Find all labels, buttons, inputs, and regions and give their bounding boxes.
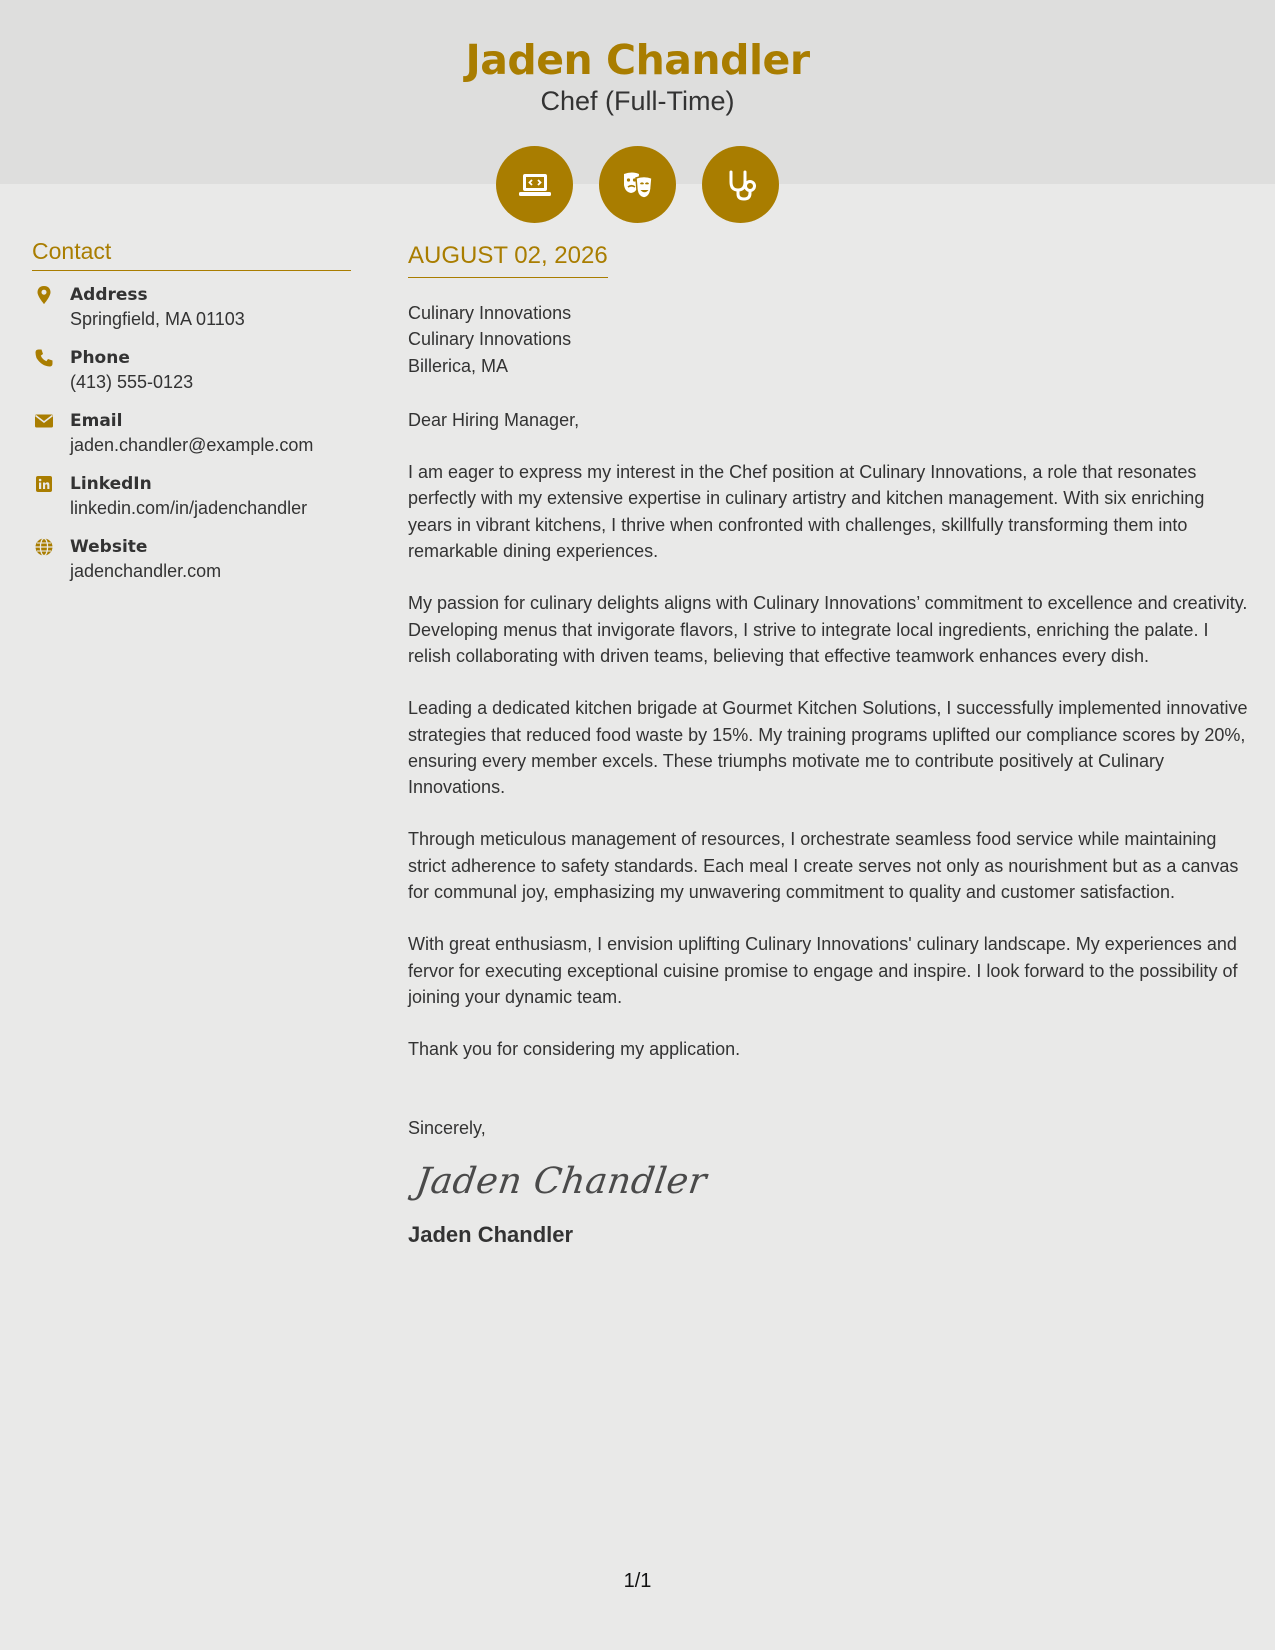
envelope-icon bbox=[34, 411, 54, 431]
recipient-line: Billerica, MA bbox=[408, 355, 509, 376]
globe-icon bbox=[34, 537, 54, 557]
contact-label: Phone bbox=[70, 348, 130, 368]
letter-paragraph: I am eager to express my interest in the Chef position at Culinary Innovations, a role that resonates perfectly with my extensive expertise in culinary artistry and kitchen management. With six enriching years in vibrant kitchens, I thrive when confronted with challenges, skillfully transforming them into remarkable dining experiences. bbox=[408, 462, 1205, 562]
page-number: 1/1 bbox=[623, 1570, 652, 1592]
recipient-block bbox=[408, 300, 1253, 379]
contact-address bbox=[32, 283, 351, 333]
contact-phone bbox=[32, 346, 351, 396]
contact-sidebar bbox=[32, 238, 351, 598]
salutation: Dear Hiring Manager, bbox=[408, 409, 580, 430]
contact-value[interactable]: linkedin.com/in/jadenchandler bbox=[70, 498, 308, 518]
contact-list bbox=[32, 283, 351, 585]
signed-name: Jaden Chandler bbox=[408, 1222, 574, 1248]
closing: Sincerely, bbox=[408, 1117, 486, 1138]
letter-paragraph: Thank you for considering my application. bbox=[408, 1039, 741, 1060]
contact-label: Email bbox=[70, 411, 123, 431]
candidate-name: Jaden Chandler bbox=[465, 36, 810, 84]
contact-heading: Contact bbox=[32, 238, 351, 271]
header-icons bbox=[496, 146, 779, 223]
linkedin-icon bbox=[34, 474, 54, 494]
job-title: Chef (Full-Time) bbox=[540, 86, 735, 116]
stethoscope-icon bbox=[702, 146, 779, 223]
contact-value[interactable]: jaden.chandler@example.com bbox=[70, 435, 314, 455]
contact-linkedin bbox=[32, 472, 351, 522]
map-pin-icon bbox=[34, 285, 54, 305]
contact-label: Address bbox=[70, 285, 148, 305]
contact-value[interactable]: jadenchandler.com bbox=[70, 561, 222, 581]
letter-paragraph: With great enthusiasm, I envision uplifting Culinary Innovations' culinary landscape. My experiences and fervor for executing exceptional cuisine promise to engage and inspire. I look forward to the possibility of joining your dynamic team. bbox=[408, 934, 1238, 1007]
letter-date: AUGUST 02, 2026 bbox=[408, 240, 608, 278]
contact-label: Website bbox=[70, 537, 148, 557]
signature: Jaden Chandler bbox=[413, 1160, 710, 1202]
phone-icon bbox=[34, 348, 54, 368]
contact-label: LinkedIn bbox=[70, 474, 152, 494]
contact-value: (413) 555-0123 bbox=[70, 372, 194, 392]
contact-website bbox=[32, 535, 351, 585]
letter-body bbox=[408, 240, 1253, 1248]
recipient-line: Culinary Innovations bbox=[408, 303, 572, 323]
recipient-line: Culinary Innovations bbox=[408, 329, 572, 350]
letter-paragraph: My passion for culinary delights aligns with Culinary Innovations’ commitment to excellence and creativity. Developing menus that invigorate flavors, I strive to integrate local ingredients, enriching the palate. I relish collaborating with driven teams, believing that effective teamwork enhances every dish. bbox=[408, 593, 1248, 666]
letter-paragraph: Leading a dedicated kitchen brigade at Gourmet Kitchen Solutions, I successfully implemented innovative strategies that reduced food waste by 15%. My training programs uplifted our compliance scores by 20%, ensuring every member excels. These triumphs motivate me to contribute positively at Culinary Innovations. bbox=[408, 698, 1248, 798]
theater-masks-icon bbox=[599, 146, 676, 223]
contact-email bbox=[32, 409, 351, 459]
laptop-code-icon bbox=[496, 146, 573, 223]
letter-paragraph: Through meticulous management of resources, I orchestrate seamless food service while maintaining strict adherence to safety standards. Each meal I create serves not only as nourishment but as a canvas for communal joy, emphasizing my unwavering commitment to quality and customer satisfaction. bbox=[408, 829, 1239, 903]
contact-value: Springfield, MA 01103 bbox=[70, 309, 245, 329]
